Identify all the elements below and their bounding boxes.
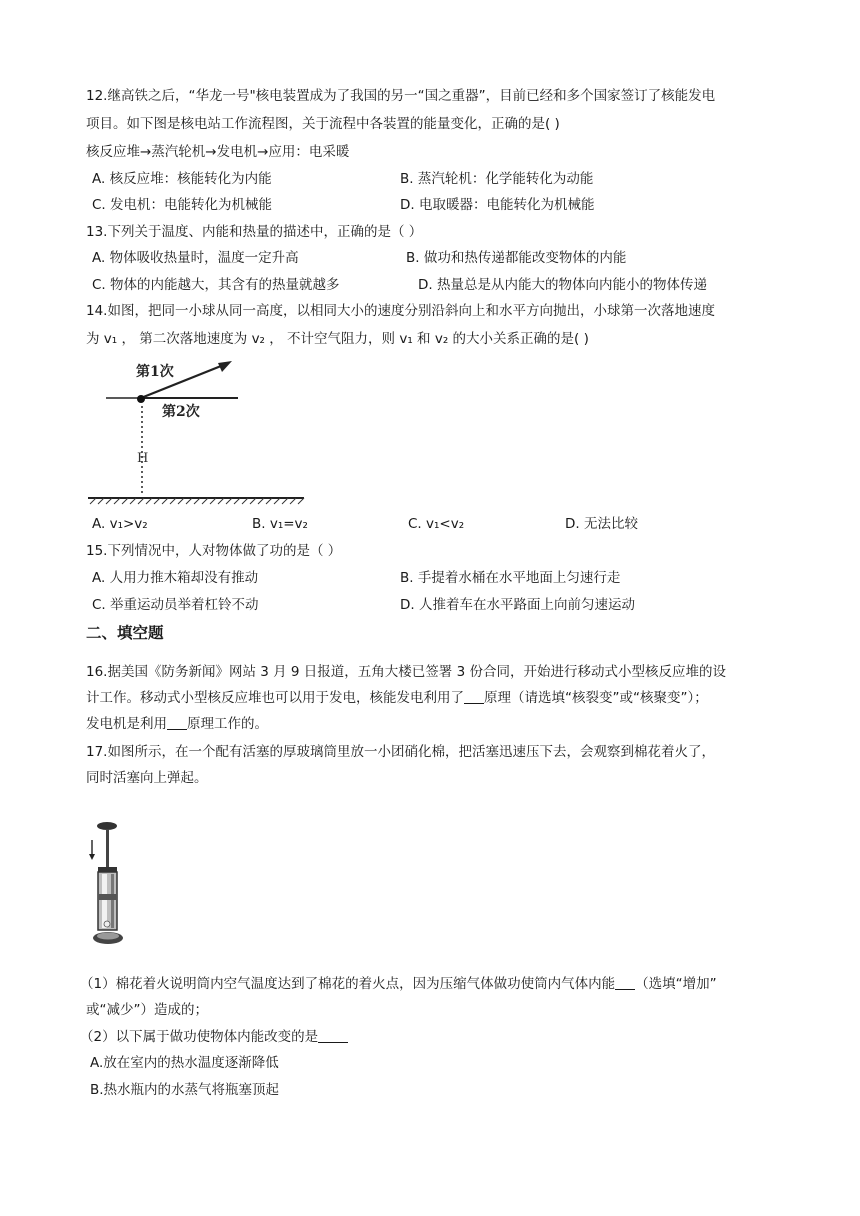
q12-option-d[interactable]: D. 电取暖器：电能转化为机械能 xyxy=(400,197,595,213)
q15-option-a[interactable]: A. 人用力推木箱却没有推动 xyxy=(92,570,259,586)
q17-sub1-line1: （1）棉花着火说明筒内空气温度达到了棉花的着火点，因为压缩气体做功使筒内气体内能 （选填“增加” xyxy=(80,976,717,992)
piston-rod xyxy=(106,829,109,869)
q13-option-d[interactable]: D. 热量总是从内能大的物体向内能小的物体传递 xyxy=(418,277,707,293)
q12-stem-line2: 项目。如下图是核电站工作流程图，关于流程中各装置的能量变化，正确的是( ) xyxy=(86,116,560,132)
q13-option-b[interactable]: B. 做功和热传递都能改变物体的内能 xyxy=(406,250,627,266)
q17-blank-1[interactable] xyxy=(615,975,635,990)
piston-knob-icon xyxy=(97,822,117,830)
q17-sub2: （2）以下属于做功使物体内能改变的是 xyxy=(80,1027,348,1047)
label-second-throw: 第2次 xyxy=(162,404,200,420)
q13-stem: 13.下列关于温度、内能和热量的描述中，正确的是（ ） xyxy=(86,224,423,240)
q14-stem-line2: 为 v₁ ， 第二次落地速度为 v₂ ， 不计空气阻力，则 v₁ 和 v₂ 的大小关系正确的是( ) xyxy=(86,331,589,347)
q14-option-a[interactable]: A. v₁>v₂ xyxy=(92,516,148,532)
q12-option-c[interactable]: C. 发电机：电能转化为机械能 xyxy=(92,197,273,213)
section-fill-in-title: 二、填空题 xyxy=(86,624,164,642)
q17-option-b[interactable]: B.热水瓶内的水蒸气将瓶塞顶起 xyxy=(90,1082,280,1098)
q16-blank-1[interactable] xyxy=(464,689,484,704)
q12-stem-line1: 12.继高铁之后，“华龙一号"核电装置成为了我国的另一“国之重器”，目前已经和多个国家签订了核能发电 xyxy=(86,88,716,104)
q13-option-c[interactable]: C. 物体的内能越大，其含有的热量就越多 xyxy=(92,277,340,293)
label-first-throw: 第1次 xyxy=(136,364,174,380)
q15-stem: 15.下列情况中，人对物体做了功的是（ ） xyxy=(86,543,342,559)
q12-option-a[interactable]: A. 核反应堆：核能转化为内能 xyxy=(92,171,272,187)
q17-stem-line1: 17.如图所示，在一个配有活塞的厚玻璃筒里放一小团硝化棉，把活塞迅速压下去，会观察到棉花着火了， xyxy=(86,744,715,760)
q17-option-a[interactable]: A.放在室内的热水温度逐渐降低 xyxy=(90,1055,279,1071)
q16-blank-2[interactable] xyxy=(167,715,187,730)
oblique-arrow-head-icon xyxy=(218,361,232,372)
q14-projectile-figure xyxy=(86,352,308,508)
piston-head xyxy=(99,894,116,900)
q15-option-d[interactable]: D. 人推着车在水平路面上向前匀速运动 xyxy=(400,597,635,613)
cotton-icon xyxy=(104,921,110,927)
q16-stem-line3: 发电机是利用 原理工作的。 xyxy=(86,716,268,732)
q16-stem-line1: 16.据美国《防务新闻》网站 3 月 9 日报道，五角大楼已签署 3 份合同，开始进行移动式小型核反应堆的设 xyxy=(86,664,726,680)
ball-icon xyxy=(137,395,145,403)
q14-option-c[interactable]: C. v₁<v₂ xyxy=(408,516,465,532)
q17-stem-line2: 同时活塞向上弹起。 xyxy=(86,770,208,786)
q13-option-a[interactable]: A. 物体吸收热量时，温度一定升高 xyxy=(92,250,299,266)
q14-option-b[interactable]: B. v₁=v₂ xyxy=(252,516,308,532)
q15-option-c[interactable]: C. 举重运动员举着杠铃不动 xyxy=(92,597,259,613)
q12-option-b[interactable]: B. 蒸汽轮机：化学能转化为动能 xyxy=(400,171,594,187)
q14-stem-line1: 14.如图，把同一小球从同一高度，以相同大小的速度分别沿斜向上和水平方向抛出，小球第一次落地速度 xyxy=(86,303,715,319)
label-height: H xyxy=(137,451,149,466)
q16-stem-line2: 计工作。移动式小型核反应堆也可以用于发电，核能发电利用了 原理（请选填“核裂变”或“核聚变”）； xyxy=(86,690,708,706)
q15-option-b[interactable]: B. 手提着水桶在水平地面上匀速行走 xyxy=(400,570,621,586)
q12-flow-chain: 核反应堆→蒸汽轮机→发电机→应用：电采暖 xyxy=(86,144,350,160)
q14-option-d[interactable]: D. 无法比较 xyxy=(565,516,638,532)
q17-glass-cylinder-figure xyxy=(86,820,134,950)
q17-blank-2[interactable] xyxy=(318,1028,348,1043)
q17-sub1-line2: 或“减少”）造成的； xyxy=(86,1002,208,1018)
